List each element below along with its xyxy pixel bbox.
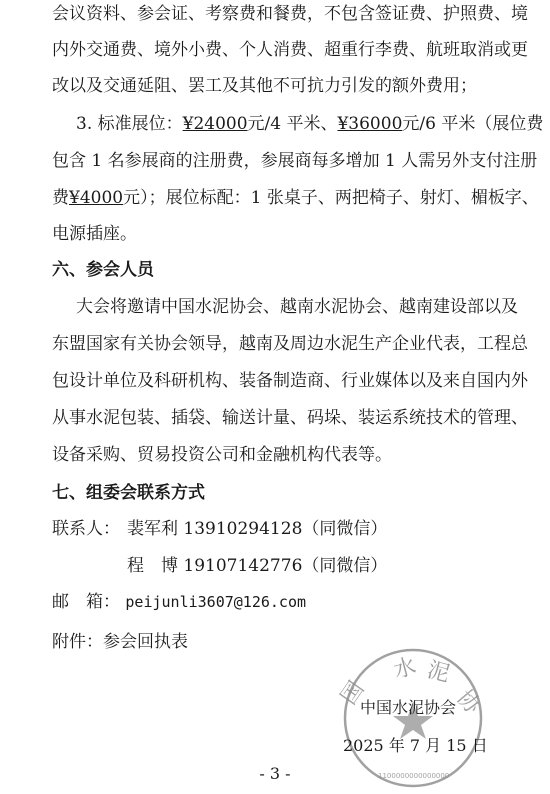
extra-person-fee: ¥4000 bbox=[69, 188, 124, 208]
section7-heading: 七、组委会联系方式 bbox=[52, 483, 205, 503]
seal-text-left: 国 bbox=[338, 677, 370, 710]
contact-note: （同微信） bbox=[302, 556, 388, 576]
booth-price-4sqm: ¥24000 bbox=[182, 114, 248, 134]
email-address[interactable]: peijunli3607@126.com bbox=[125, 593, 307, 611]
booth-label: 3. 标准展位： bbox=[76, 114, 183, 134]
contact-label: 联系人： bbox=[52, 519, 120, 539]
booth-line-2: 包含 1 名参展商的注册费，参展商每多增加 1 人需另外支付注册 bbox=[52, 151, 538, 171]
section6-line-2: 东盟国家有关协会领导，越南及周边水泥生产企业代表，工程总 bbox=[52, 334, 528, 354]
section6-heading: 六、参会人员 bbox=[52, 260, 154, 280]
section6-line-4: 从事水泥包装、插袋、输送计量、码垛、装运系统技术的管理、 bbox=[52, 408, 528, 428]
contact-row-2 bbox=[127, 554, 387, 578]
email-label: 邮 箱： bbox=[52, 592, 120, 612]
section6-line-5: 设备采购、贸易投资公司和金融机构代表等。 bbox=[52, 445, 392, 465]
page-number: - 3 - bbox=[259, 764, 291, 783]
contact-name: 裴军利 bbox=[127, 519, 178, 539]
fee-line-3: 改以及交通延阻、罢工及其他不可抗力引发的额外费用； bbox=[52, 76, 477, 96]
section6-line-1: 大会将邀请中国水泥协会、越南水泥协会、越南建设部以及 bbox=[76, 297, 518, 317]
booth-config: 元）；展位标配：1 张桌子、两把椅子、射灯、楣板字、 bbox=[123, 188, 539, 208]
signature-org: 中国水泥协会 bbox=[360, 698, 457, 717]
booth-fee-label: 费 bbox=[52, 188, 69, 208]
booth-line-4: 电源插座。 bbox=[52, 224, 137, 244]
section6-line-3: 包设计单位及科研机构、装备制造商、行业媒体以及来自国内外 bbox=[52, 371, 528, 391]
seal-number: 1100000000000000 bbox=[378, 772, 450, 780]
booth-unit-1: 元/4 平米、 bbox=[247, 114, 338, 134]
contact-note: （同微信） bbox=[302, 519, 388, 539]
signature-date: 2025 年 7 月 15 日 bbox=[343, 736, 488, 755]
email-row bbox=[52, 590, 306, 614]
booth-unit-2: 元/6 平米（展位费 bbox=[402, 114, 544, 134]
contact-phone: 13910294128 bbox=[183, 519, 303, 539]
seal-text-1: 水 bbox=[391, 653, 419, 684]
fee-line-1: 会议资料、参会证、考察费和餐费，不包含签证费、护照费、境 bbox=[52, 4, 528, 24]
seal-text-2: 泥 bbox=[424, 657, 453, 688]
booth-price-6sqm: ¥36000 bbox=[337, 114, 403, 134]
booth-line-1 bbox=[76, 112, 543, 136]
seal-text-right: 协 bbox=[451, 685, 485, 719]
booth-line-3 bbox=[52, 186, 539, 210]
contact-row-1 bbox=[127, 517, 387, 541]
attachment-note: 附件：参会回执表 bbox=[52, 632, 188, 652]
fee-line-2: 内外交通费、境外小费、个人消费、超重行李费、航班取消或更 bbox=[52, 40, 528, 60]
contact-phone: 19107142776 bbox=[183, 556, 303, 576]
contact-name: 程 博 bbox=[127, 556, 178, 576]
